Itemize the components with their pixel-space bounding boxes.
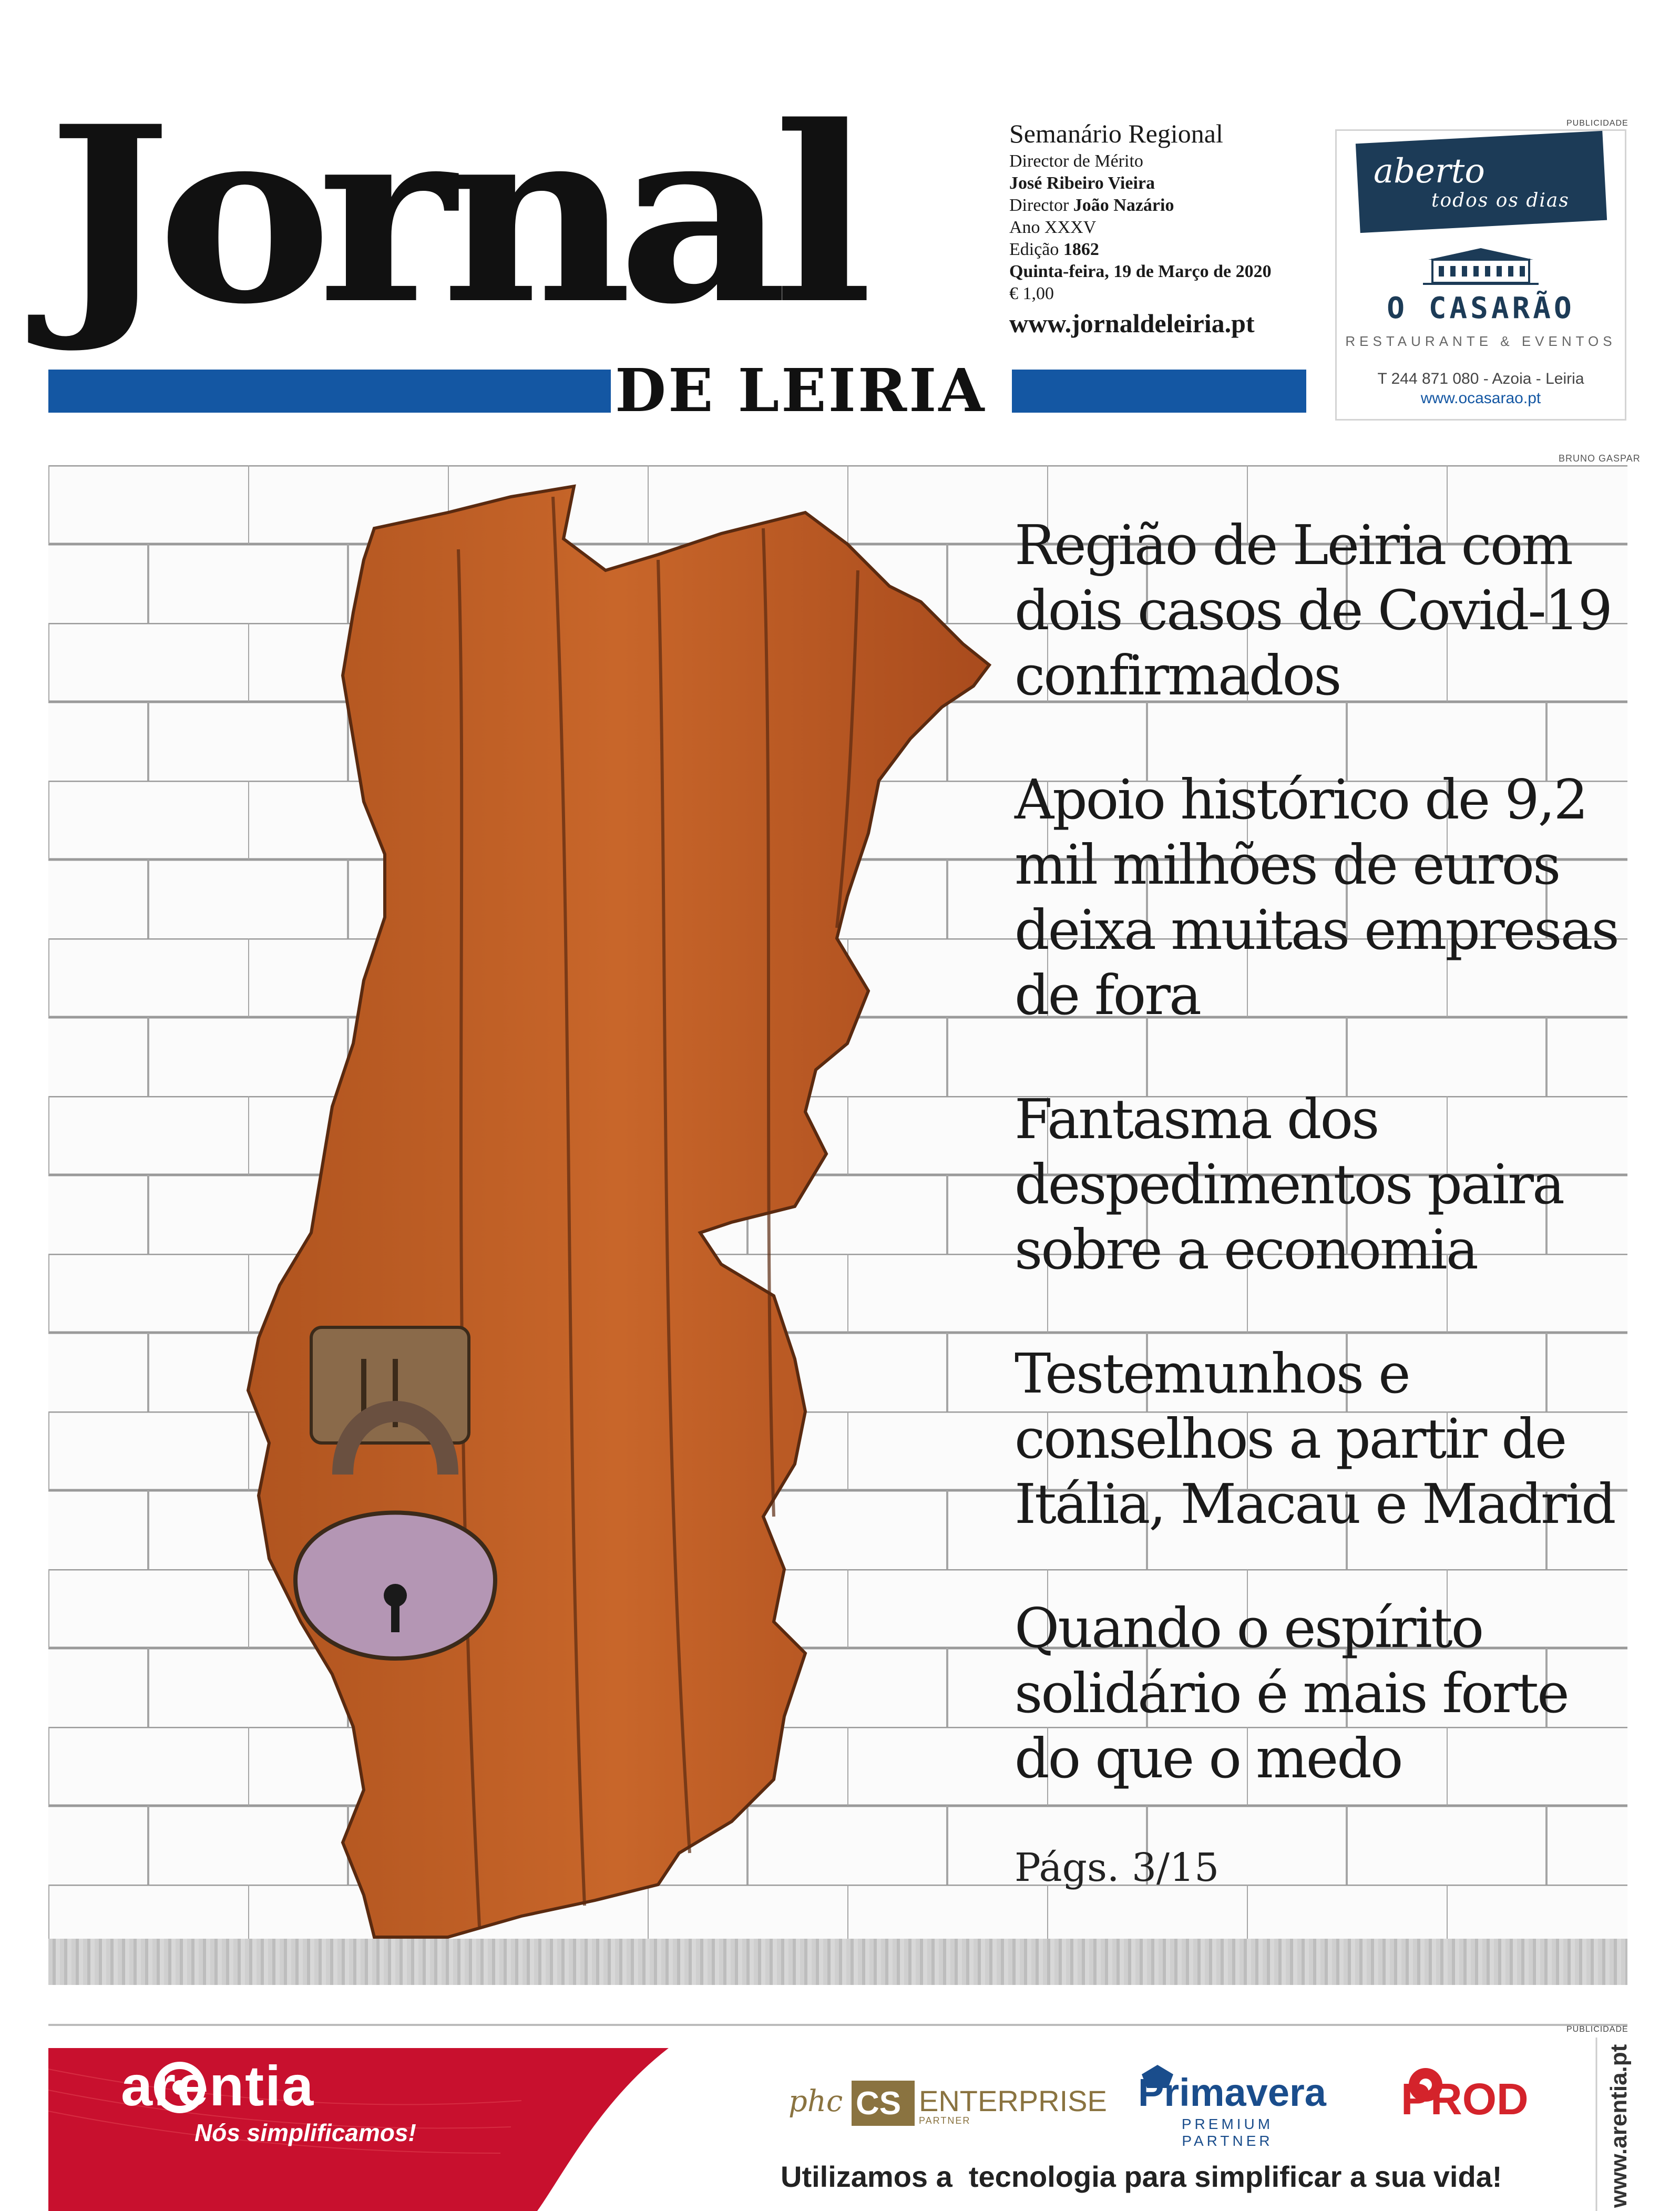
headline-list <box>1015 513 1619 1791</box>
ad-arentia-tagline: Utilizamos a tecnologia para simplificar a sua vida! <box>781 2160 1502 2193</box>
ad-casarao-name: O CASARÃO <box>1387 291 1575 325</box>
paper-year: Ano XXXV <box>1009 218 1097 237</box>
headline-layoffs[interactable]: Fantasma dos despedimentos paira sobre a economia <box>1015 1087 1563 1282</box>
website-link[interactable]: www.jornaldeleiria.pt <box>1009 309 1255 338</box>
issue-price: € 1,00 <box>1009 284 1054 303</box>
photo-credit: BRUNO GASPAR <box>1559 453 1641 464</box>
partner-primavera-name: Primavera <box>1138 2071 1326 2114</box>
partner-enterprise-sub: PARTNER <box>919 2115 971 2126</box>
headline-support-funds[interactable]: Apoio histórico de 9,2 mil milhões de euros deixa muitas empresas de fora <box>1015 767 1618 1027</box>
partner-enterprise-name: ENTERPRISE <box>919 2084 1107 2117</box>
ad-label-bottom: PUBLICIDADE <box>1566 2025 1628 2034</box>
building-icon <box>1423 244 1539 286</box>
director-merito-label: Director de Mérito <box>1009 151 1143 171</box>
edition-number: 1862 <box>1063 240 1099 259</box>
floor-strip <box>48 1939 1627 1985</box>
ad-casarao-contact: T 244 871 080 - Azoia - Leiria <box>1377 370 1584 387</box>
ad-casarao-banner-line1: aberto <box>1374 152 1485 191</box>
partner-primavera-sub: PREMIUM PARTNER <box>1181 2116 1274 2149</box>
headline-testimonies[interactable]: Testemunhos e conselhos a partir de Itália, Macau e Madrid <box>1015 1342 1615 1536</box>
masthead-meta <box>1009 117 1346 342</box>
partner-phc-logo: phc <box>788 2084 843 2118</box>
ad-arentia-brand: arentia <box>121 2054 315 2117</box>
ad-casarao-banner-line2: todos os dias <box>1431 190 1570 211</box>
ad-arentia-slogan: Nós simplificamos! <box>194 2119 416 2146</box>
ad-label-top: PUBLICIDADE <box>1566 119 1628 128</box>
masthead-title: Jornal <box>47 73 858 357</box>
issue-date: Quinta-feira, 19 de Março de 2020 <box>1009 262 1272 281</box>
director-name: João Nazário <box>1073 196 1174 215</box>
headline-solidarity[interactable]: Quando o espírito solidário é mais forte do que o medo <box>1015 1596 1568 1790</box>
ad-casarao-website[interactable]: www.ocasarao.pt <box>1420 390 1541 407</box>
pages-reference: Págs. 3/15 <box>1015 1845 1220 1890</box>
divider <box>48 2024 1627 2026</box>
masthead-bar-left <box>48 370 611 413</box>
ad-casarao-subtitle: RESTAURANTE & EVENTOS <box>1345 333 1616 349</box>
partner-prod-name: PROD <box>1401 2074 1529 2124</box>
ad-casarao[interactable] <box>1335 129 1626 421</box>
masthead-bar-right <box>1012 370 1306 413</box>
headline-covid-cases[interactable]: Região de Leiria com dois casos de Covid-19 confirmados <box>1015 513 1611 708</box>
masthead-subtitle: DE LEIRIA <box>615 356 987 425</box>
director-merito-name: José Ribeiro Vieira <box>1009 173 1155 193</box>
ad-arentia-website[interactable]: www.arentia.pt <box>1606 2044 1632 2208</box>
partner-cs-logo: CS <box>856 2085 902 2122</box>
director-label: Director <box>1009 196 1069 215</box>
edition-label: Edição <box>1009 240 1059 259</box>
paper-type: Semanário Regional <box>1009 119 1223 148</box>
